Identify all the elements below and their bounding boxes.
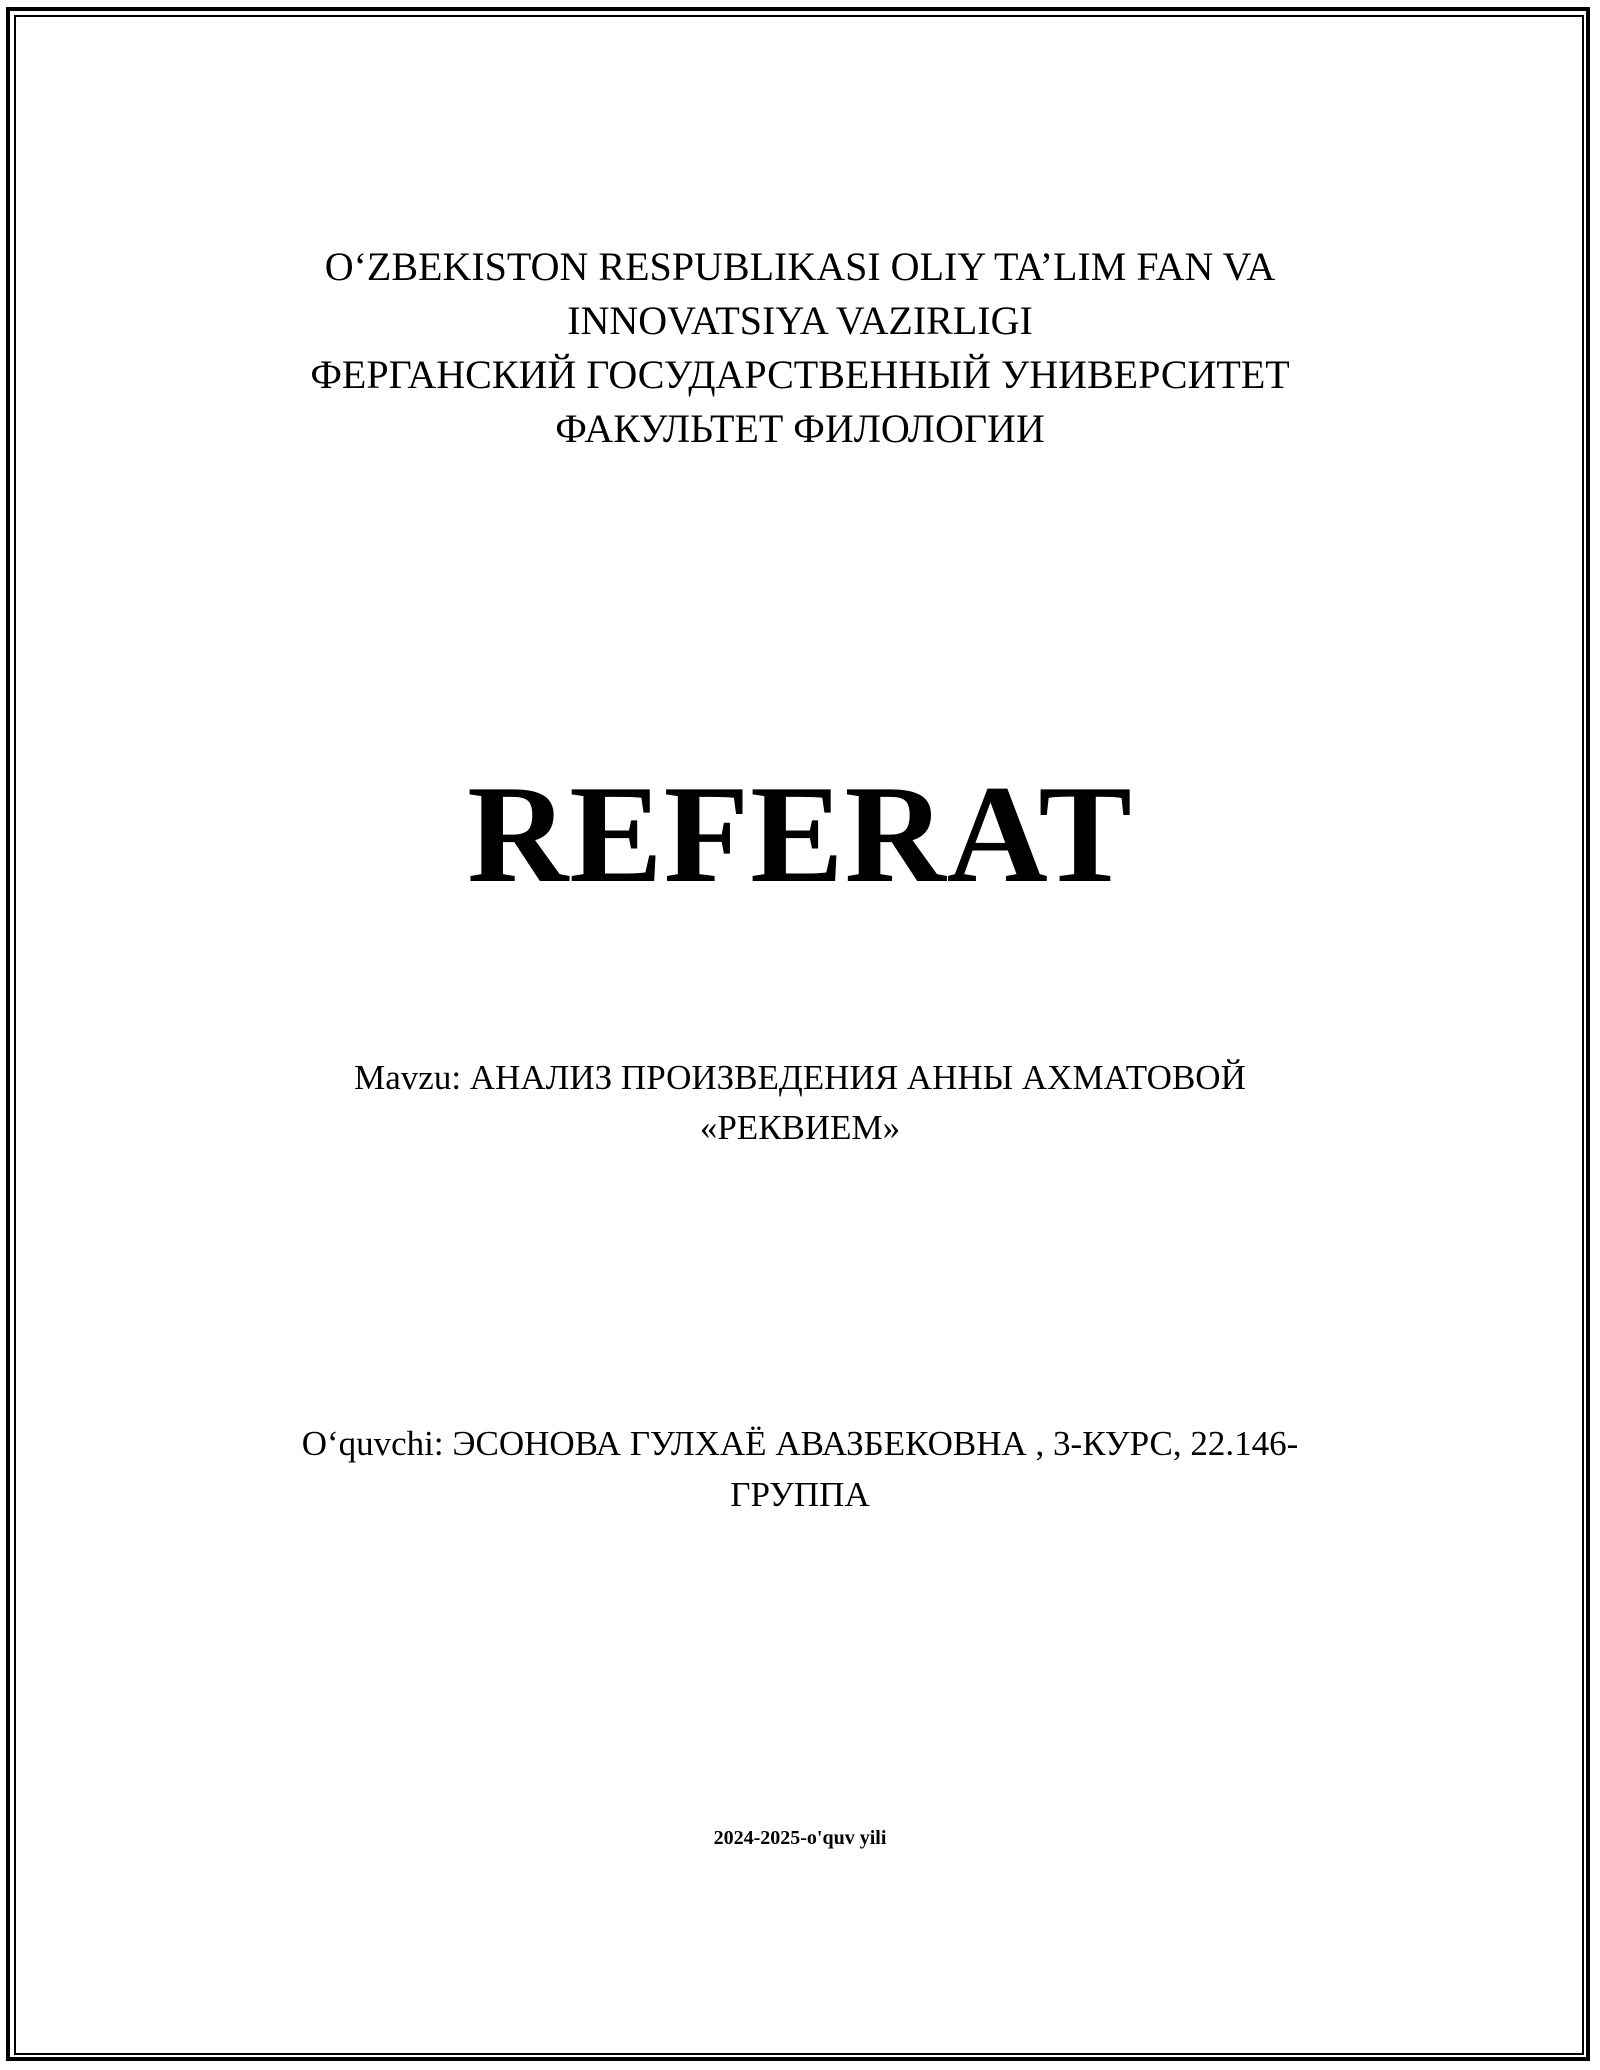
header-line-university: ФЕРГАНСКИЙ ГОСУДАРСТВЕННЫЙ УНИВЕРСИТЕТ [310,352,1290,397]
topic-section [0,1053,1600,1153]
header-line-ministry-2: INNOVATSIYA VAZIRLIGI [567,298,1033,343]
document-title: REFERAT [467,757,1133,912]
student-section [0,1418,1600,1520]
header-line-ministry-1: O‘ZBEKISTON RESPUBLIKASI OLIY TA’LIM FAN VA [324,244,1276,289]
institution-header [0,240,1600,456]
student-line-1: O‘quvchi: ЭСОНОВА ГУЛХАЁ АВАЗБЕКОВНА , 3-КУРС, 22.146- [301,1424,1299,1463]
header-line-faculty: ФАКУЛЬТЕТ ФИЛОЛОГИИ [555,406,1045,451]
student-line-2: ГРУППА [730,1475,870,1514]
topic-line-1: Mavzu: АНАЛИЗ ПРОИЗВЕДЕНИЯ АННЫ АХМАТОВОЙ [354,1058,1246,1097]
academic-year: 2024-2025-o'quv yili [713,1827,887,1849]
topic-line-2: «РЕКВИЕМ» [699,1108,901,1147]
